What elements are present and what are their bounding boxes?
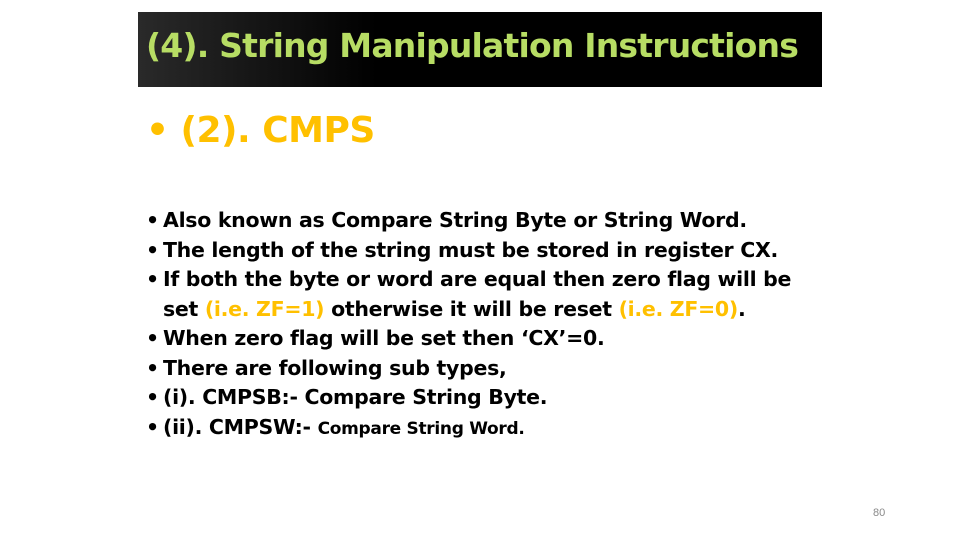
bullet-text-line-1: If both the byte or word are equal then zero flag will be [163,267,792,291]
bullet-text: (ii). CMPSW:- [163,414,318,439]
bullet-text: set [163,296,205,321]
bullet-text: Also known as Compare String Byte or String Word. [163,208,747,232]
highlight-zf-reset: (i.e. ZF=0) [618,296,738,321]
bullet-text: . [737,296,746,321]
bullet-icon: • [146,208,159,232]
bullet-text: The length of the string must be stored in register CX. [163,237,778,262]
bullet-text-line-2 [163,295,836,325]
bullet-list [146,206,836,442]
bullet-icon: • [146,414,159,439]
bullet-icon: • [146,355,159,380]
list-item [146,236,836,266]
list-item [146,413,836,443]
bullet-text: otherwise it will be reset [324,296,619,321]
bullet-text: There are following sub types, [163,355,507,380]
bullet-text: When zero flag will be set then ‘CX’=0. [163,326,605,350]
list-item [146,383,836,413]
bullet-icon: • [146,267,159,291]
page-title: (4). String Manipulation Instructions [146,26,799,65]
highlight-zf-set: (i.e. ZF=1) [204,296,325,321]
list-item [146,324,836,354]
bullet-text: (i). CMPSB:- Compare String Byte. [163,385,548,409]
bullet-icon: • [146,326,159,350]
section-heading: • (2). CMPS [146,110,375,151]
title-bar [138,12,822,87]
list-item [146,265,836,324]
bullet-text-small: Compare String Word. [317,418,525,439]
list-item [146,206,836,236]
bullet-icon: • [146,385,159,409]
slide-number: 80 [873,507,886,519]
bullet-icon: • [146,237,159,262]
list-item [146,354,836,384]
